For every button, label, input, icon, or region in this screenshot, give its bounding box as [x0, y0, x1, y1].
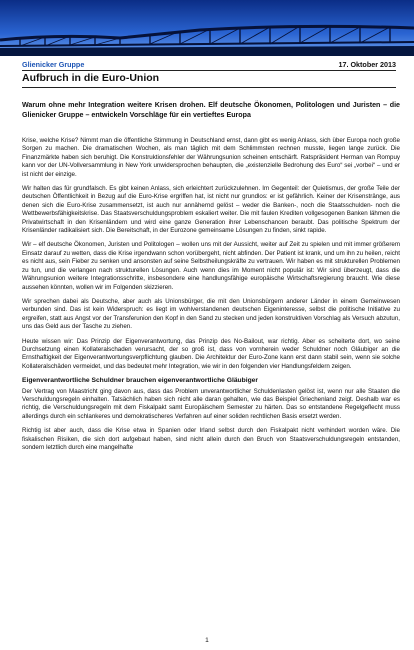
publication-date: 17. Oktober 2013 [338, 60, 396, 69]
header-rule [22, 70, 396, 71]
body-paragraph: Richtig ist aber auch, dass die Krise etwa in Spanien oder Irland selbst durch den Fiskalpakt nicht verhindert worden wäre. Die fiskalischen Risiken, die sich dort aufgebaut haben, sind nicht allein durch den Bruch von Staatsverschuldungsregeln entstanden, sondern letztlich durch eine mangelhafte [22, 427, 400, 451]
document-header [22, 60, 396, 70]
header-banner-image [0, 0, 414, 56]
body-paragraph: Wir – elf deutsche Ökonomen, Juristen und Politologen – wollen uns mit der Aussicht, weiter auf Zeit zu spielen und mit immer größerem Einsatz darauf zu wetten, dass die Krise irgendwann schon vorübergeht, nicht abfinden. Der Patient ist krank, und um ihn zu heilen, reicht es nicht aus, sein Fieber zu senken und ansonsten auf seine Selbstheilungskräfte zu vertrauen. Wir haben es mit strukturellen Problemen zu tun, und die verlangen nach strukturellen Lösungen. Auch wenn dies im Moment nicht populär ist: Wir sind überzeugt, dass die Währungsunion weitere Integrationsschritte, insbesondere eine handlungsfähige europäische Wirtschaftsregierung braucht. Wie diese aussehen könnten, wollen wir im Folgenden skizzieren. [22, 241, 400, 291]
body-paragraph: Der Vertrag von Maastricht ging davon aus, dass das Problem unverantwortlicher Schuldenlasten gelöst ist, wenn nur alle Staaten die Verschuldungsregeln einhalten. Tatsächlich haben sich nicht alle daran gehalten, wie das Beispiel Griechenland zeigt. Deshalb war es richtig, die Verschuldungsregeln mit dem Fiskalpakt samt Europäischem Semester zu härten. Das so entstandene Regelgeflecht muss allerdings durch ein schlankeres und demokratischeres Verfahren auf einer soliden rechtlichen Basis ersetzt werden. [22, 387, 400, 420]
body-paragraph: Krise, welche Krise? Nimmt man die öffentliche Stimmung in Deutschland ernst, dann gibt es wenig Anlass, sich über Europa noch große Sorgen zu machen. Die dramatischen Wochen, als man täglich mit dem Schlimmsten rechnen musste, liegen lange zurück. Die Finanzmärkte haben sich beruhigt. Die Konstruktionsfehler der Währungsunion scheinen entschärft. Ratspräsident Herman van Rompuy kann vor der UN-Vollversammlung in New York unwidersprochen behaupten, die „existenzielle Bedrohung des Euro“ sei „vorbei“ – und er ist nicht der einzige. [22, 137, 400, 178]
body-paragraph: Wir halten das für grundfalsch. Es gibt keinen Anlass, sich erleichtert zurückzulehnen. Im Gegenteil: der Quietismus, der große Teile der deutschen Öffentlichkeit in Bezug auf die Euro-Krise ergriffen hat, ist nicht nur grundlos: er ist gefährlich. Keiner der Krisenstränge, aus denen sich die Euro-Krise zusammensetzt, ist auch nur annähernd gelöst – weder die Banken-, noch die Staatsschulden- noch die Wettbewerbsfähigkeitskrise. Das Staatsverschuldungsproblem eskaliert weiter. Die mit faulen Krediten vollgesogenen Banken lähmen die Privatwirtschaft in den Krisenländern und wird eine ganze Generation ihrer Lebenschancen beraubt. Das politische Spektrum der Krisenländer radikalisiert sich. Die Bereitschaft, in der Eurozone gemeinsame Lösungen zu finden, sinkt rapide. [22, 185, 400, 235]
article-title: Aufbruch in die Euro-Union [22, 72, 160, 84]
brand-name: Glienicker Gruppe [22, 60, 85, 69]
page-number: 1 [205, 637, 209, 644]
body-paragraph: Heute wissen wir: Das Prinzip der Eigenverantwortung, das Prinzip des No-Bailout, war richtig. Aber es scheiterte dort, wo seine Durchsetzung einen Kollateralschaden verursacht, der so groß ist, dass von vornherein weder Schuldner noch Gläubiger an die Ernsthaftigkeit der Eigenverantwortungsverpflichtung glauben. Die Architektur der Euro-Zone kann erst dann stabil sein, wenn sie solche Kollateralschäden vermeidet, und das bedeutet mehr Integration, wie wir in den folgenden vier Handlungsfeldern zeigen. [22, 337, 400, 370]
title-rule [22, 87, 396, 88]
section-heading: Eigenverantwortliche Schuldner brauchen eigenverantwortliche Gläubiger [22, 377, 258, 385]
article-lead: Warum ohne mehr Integration weitere Krisen drohen. Elf deutsche Ökonomen, Politologen und Juristen – die Glienicker Gruppe – entwickeln Vorschläge für ein vertieftes Europa [22, 101, 400, 119]
article-body [22, 137, 400, 458]
body-paragraph: Wir sprechen dabei als Deutsche, aber auch als Unionsbürger, die mit den Unionsbürgern anderer Länder in einem Gemeinwesen verbunden sind. Das ist kein Widerspruch: es liegt im wohlverstandenen deutschen Eigeninteresse, selbst die politische Initiative zu ergreifen, statt aus Angst vor der Transferunion den Kopf in den Sand zu stecken und jeden konstruktiven Vorschlag als Versuch abzutun, uns das Geld aus der Tasche zu ziehen. [22, 297, 400, 331]
bridge-illustration [0, 0, 414, 56]
